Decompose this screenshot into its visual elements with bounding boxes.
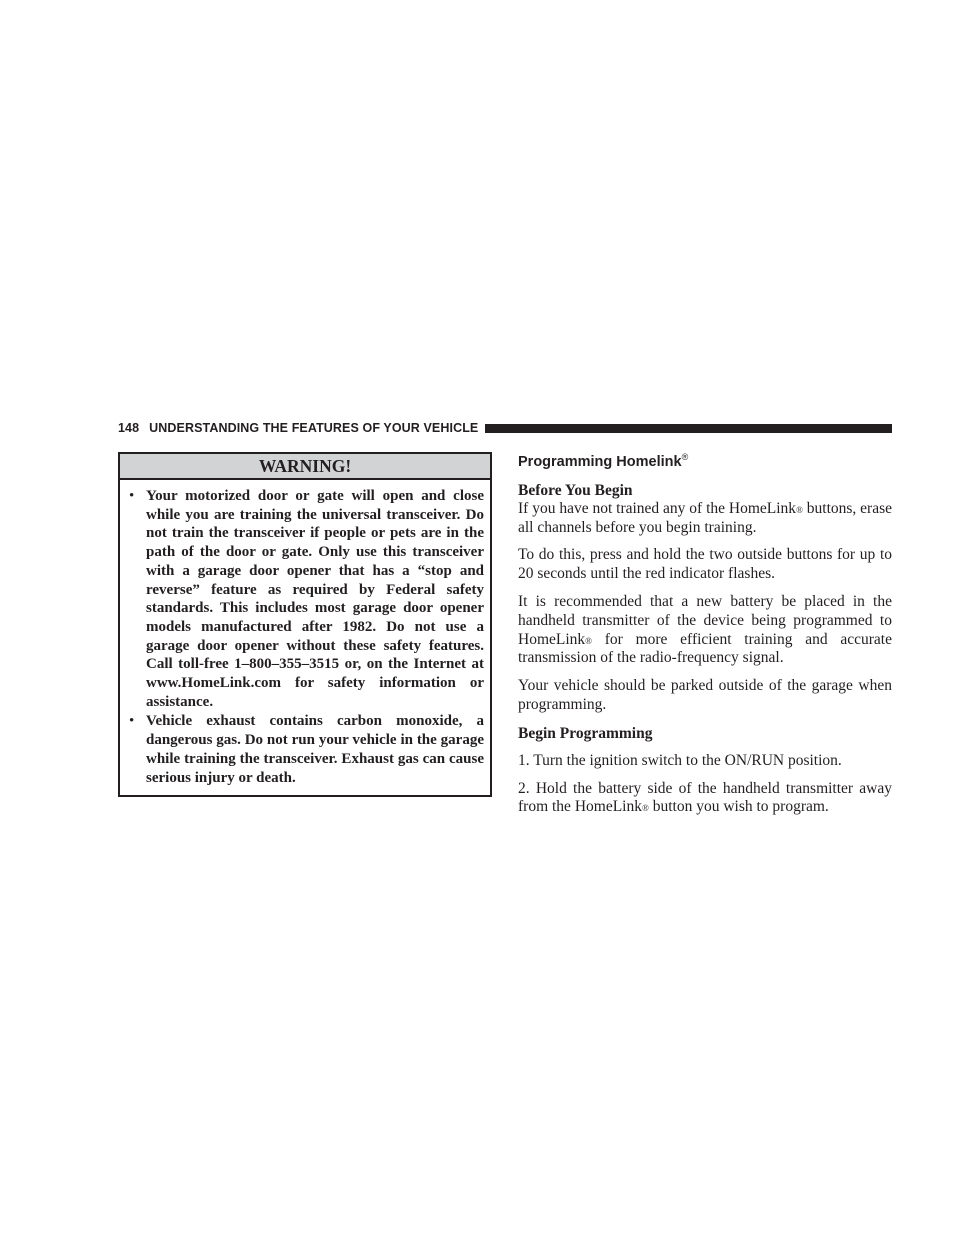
step-1: 1. Turn the ignition switch to the ON/RUN position. xyxy=(518,751,842,769)
warning-item-text: Vehicle exhaust contains carbon monoxide, a dangerous gas. Do not run your vehicle in the garage while training the transceiver. Exhaust gas can cause serious injury or death. xyxy=(146,713,484,786)
warning-box xyxy=(118,452,492,797)
header-rule xyxy=(485,424,892,433)
paragraph-erase-channels: If you have not trained any of the HomeLink® buttons, erase all channels before you begin training. xyxy=(518,499,893,536)
registered-mark: ® xyxy=(681,452,689,462)
bullet-icon: • xyxy=(129,488,135,504)
warning-title: WARNING! xyxy=(120,454,490,480)
programming-section xyxy=(518,447,892,817)
paragraph-hold-buttons: To do this, press and hold the two outside buttons for up to 20 seconds until the red indicator flashes. xyxy=(518,546,892,583)
warning-item xyxy=(129,712,484,787)
warning-item-text: Your motorized door or gate will open and close while you are training the universal transceiver. Do not train the transceiver if people or pets are in the path of the door or gate. Only use this transceiver with a garage door opener that has a “stop and reverse” feature as required by Federal safety standards. This includes most garage door opener models manufactured after 1982. Do not use a garage door opener without these safety features. Call toll-free 1–800–355–3515 or, on the Internet at www.HomeLink.com for safety information or assistance. xyxy=(146,488,484,710)
programming-title: Programming Homelink® xyxy=(518,452,689,470)
before-you-begin-heading: Before You Begin xyxy=(518,481,633,499)
step-2: 2. Hold the battery side of the handheld transmitter away from the HomeLink® button you wish to program. xyxy=(518,779,892,816)
begin-programming-heading: Begin Programming xyxy=(518,724,653,742)
paragraph-new-battery: It is recommended that a new battery be placed in the handheld transmitter of the device being programmed to HomeLink® for more efficient training and accurate transmission of the radio-frequency signal. xyxy=(518,593,892,667)
page-header xyxy=(118,419,892,437)
warning-list xyxy=(120,480,490,787)
page-number: 148 xyxy=(118,421,140,435)
paragraph-park-outside: Your vehicle should be parked outside of the garage when programming. xyxy=(518,677,892,713)
bullet-icon: • xyxy=(129,713,135,730)
section-title: UNDERSTANDING THE FEATURES OF YOUR VEHICLE xyxy=(149,421,479,435)
warning-item xyxy=(129,487,484,711)
